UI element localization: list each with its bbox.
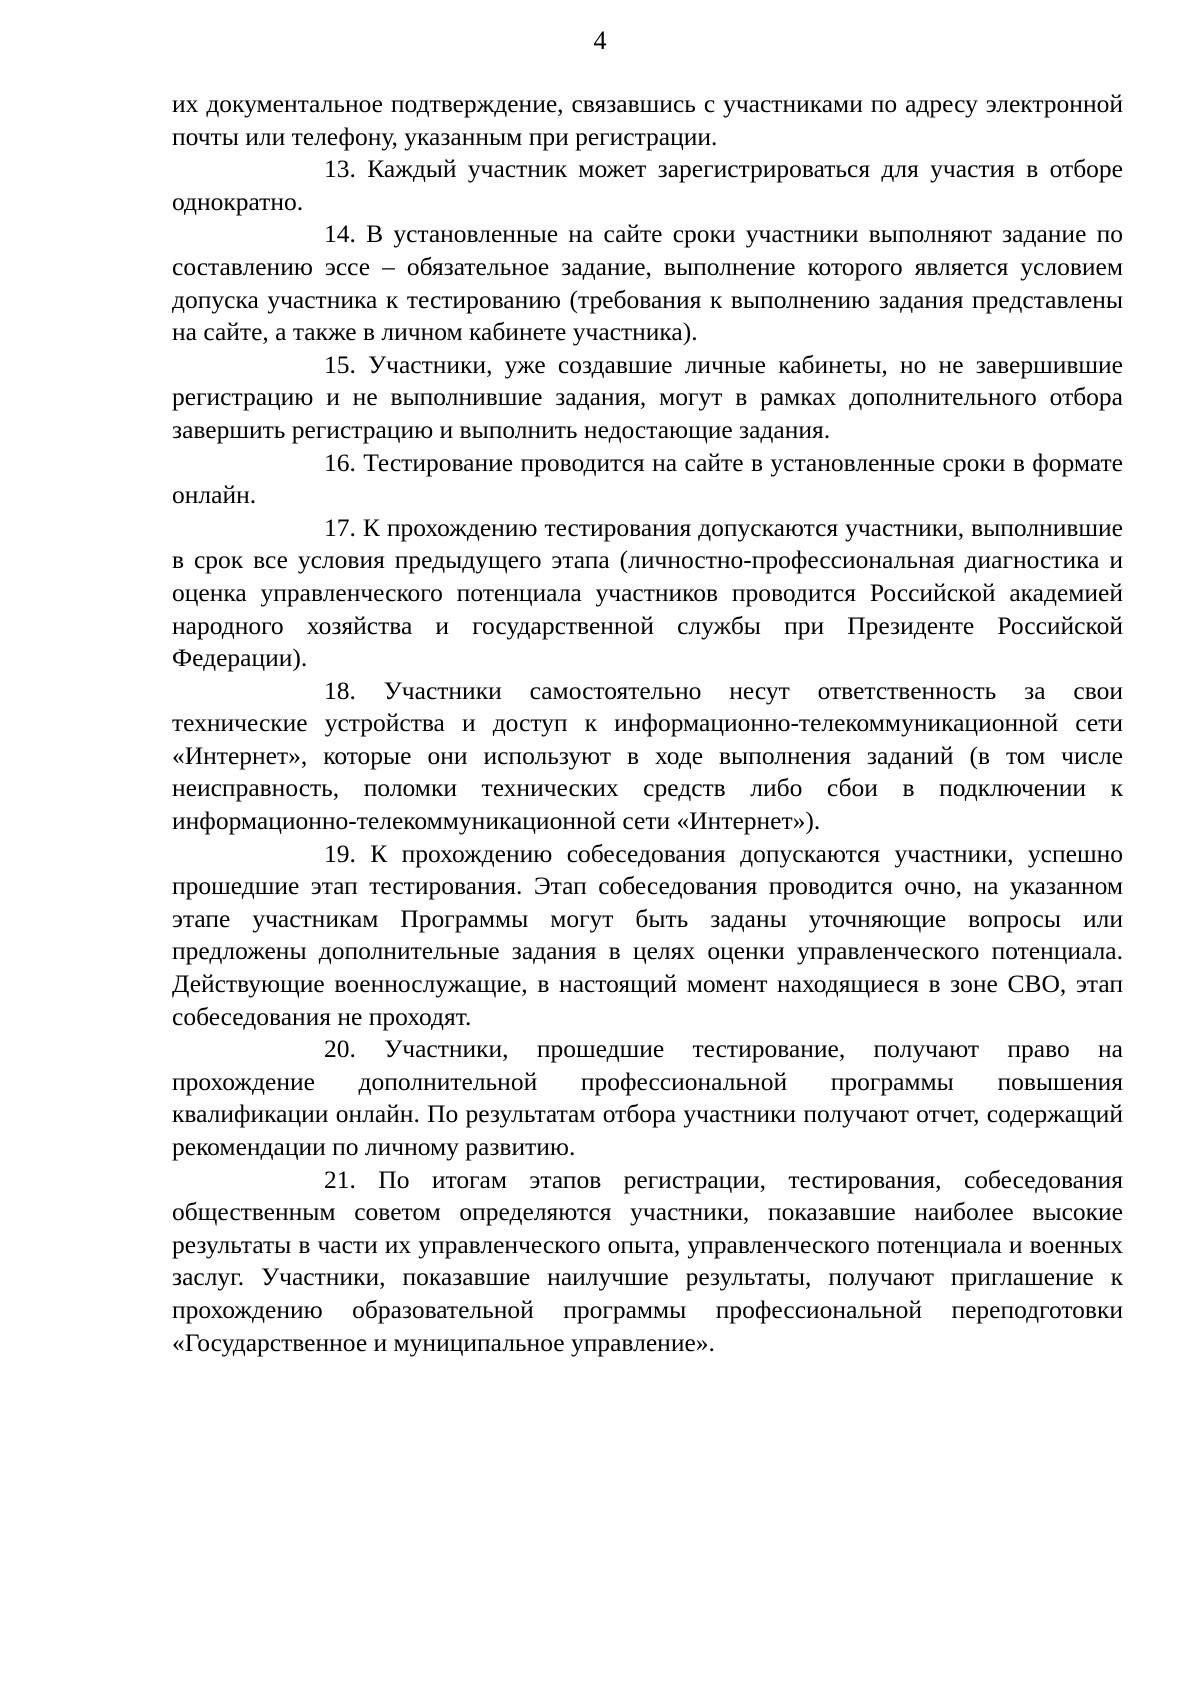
clause-21 [172,1164,1123,1360]
document-body [172,88,1123,1359]
clause-15 [172,349,1123,447]
clause-20 [172,1033,1123,1163]
clause-19 [172,838,1123,1034]
clause-number: 17. [324,512,356,542]
clause-text: Участники, прошедшие тестирование, получают право на прохождение дополнительной профессиональной программы повышения квалификации онлайн. По результатам отбора участники получают отчет, содержащий рекомендации по личному развитию. [172,1034,1123,1161]
clause-number: 18. [324,675,356,705]
page-number: 4 [593,26,607,55]
clause-text: К прохождению тестирования допускаются участники, выполнившие в срок все условия предыдущего этапа (личностно-профессиональная диагностика и оценка управленческого потенциала участников проводится Российской академией народного хозяйства и государственной службы при Президенте Российской Федерации). [172,512,1124,673]
clause-number: 20. [324,1034,356,1064]
clause-17 [172,512,1123,675]
clause-number: 15. [324,349,356,379]
clause-text: В установленные на сайте сроки участники выполняют задание по составлению эссе – обязательное задание, выполнение которого является условием допуска участника к тестированию (требования к выполнению задания представлены на сайте, а также в личном кабинете участника). [172,219,1123,347]
clause-number: 16. [324,447,356,477]
clause-text: По итогам этапов регистрации, тестирования, собеседования общественным советом определяются участники, показавшие наиболее высокие результаты в части их управленческого опыта, управленческого потенциала и военных заслуг. Участники, показавшие наилучшие результаты, получают приглашение к прохождению образовательной программы профессиональной переподготовки «Государственное и муниципальное управление». [172,1164,1123,1357]
clause-number: 13. [324,154,356,184]
clause-text: К прохождению собеседования допускаются участники, успешно прошедшие этап тестирования. Этап собеседования проводится очно, на указанном этапе участникам Программы могут быть заданы уточняющие вопросы или предложены дополнительные задания в целях оценки управленческого потенциала. Действующие военнослужащие, в настоящий момент находящиеся в зоне СВО, этап собеседования не проходят. [172,838,1123,1031]
clause-18 [172,675,1123,838]
clause-14 [172,218,1123,348]
continued-paragraph: их документальное подтверждение, связавшись с участниками по адресу электронной почты или телефону, указанным при регистрации. [172,89,1123,151]
clause-text: Каждый участник может зарегистрироваться для участия в отборе однократно. [172,154,1123,216]
clause-number: 21. [324,1164,356,1194]
clause-number: 19. [324,838,356,868]
clause-13 [172,153,1123,218]
clause-text: Участники, уже создавшие личные кабинеты, но не завершившие регистрацию и не выполнившие задания, могут в рамках дополнительного отбора завершить регистрацию и выполнить недостающие задания. [172,349,1124,444]
clause-text: Участники самостоятельно несут ответственность за свои технические устройства и доступ к информационно-телекоммуникационной сети «Интернет», которые они используют в ходе выполнения заданий (в том числе неисправность, поломки технических средств либо сбои в подключении к информационно-телекоммуникационной сети «Интернет»). [172,675,1123,836]
clause-text: Тестирование проводится на сайте в установленные сроки в формате онлайн. [172,447,1123,510]
clause-16 [172,447,1123,512]
clause-number: 14. [324,219,356,249]
